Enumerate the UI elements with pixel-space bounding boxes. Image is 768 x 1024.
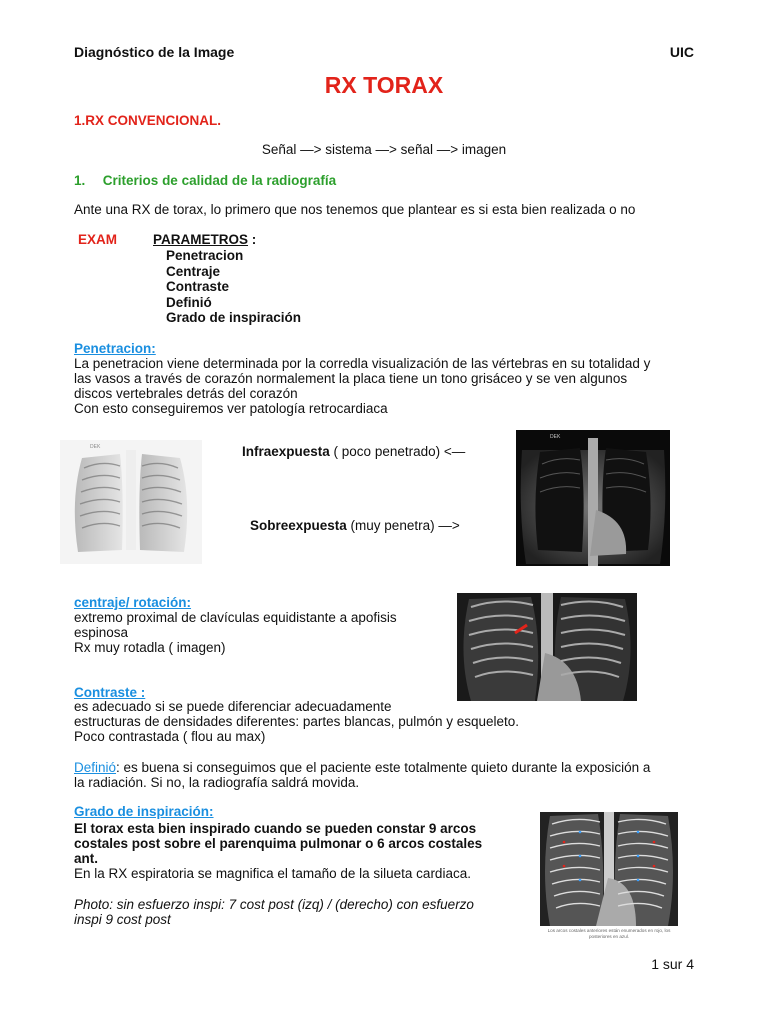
text-line: discos vertebrales detrás del corazón	[74, 386, 298, 401]
xray-marker-right: DEK	[550, 434, 561, 440]
xray-rotated-image	[457, 593, 637, 701]
xray-overexposed-image	[516, 430, 670, 566]
parametro-item: Penetracion	[166, 248, 244, 263]
sobreexpuesta-note: (muy penetra) —>	[346, 518, 460, 533]
infraexpuesta-note: ( poco penetrado) <—	[329, 444, 466, 459]
infraexpuesta-label: Infraexpuesta	[242, 444, 330, 459]
intro-text: Ante una RX de torax, lo primero que nos tenemos que plantear es si esta bien realizada o no	[74, 202, 636, 217]
infraexpuesta-caption	[242, 444, 465, 459]
text-line: la radiación. Si no, la radiografía saldrá movida.	[74, 775, 360, 790]
penetracion-heading: Penetracion:	[74, 341, 156, 356]
text-line: ant.	[74, 851, 99, 866]
centraje-body	[74, 610, 444, 655]
page-number: 1 sur 4	[651, 956, 694, 972]
parametros-heading	[153, 232, 256, 247]
grado-photo-note	[74, 897, 524, 927]
signal-flow: Señal —> sistema —> señal —> imagen	[261, 142, 507, 157]
text-line: El torax esta bien inspirado cuando se pueden constar 9 arcos	[74, 821, 477, 836]
contraste-body	[74, 699, 694, 744]
text-line: Photo: sin esfuerzo inspi: 7 cost post (izq) / (derecho) con esfuerzo	[74, 897, 474, 912]
exam-label: EXAM	[78, 232, 118, 247]
section-heading: 1.RX CONVENCIONAL.	[74, 113, 222, 128]
xray-marker-left: DEK	[90, 444, 101, 450]
parametros-label: PARAMETROS	[153, 232, 249, 247]
parametros-list	[166, 248, 301, 326]
text-line: Rx muy rotadla ( imagen)	[74, 640, 226, 655]
subsection-label: Criterios de calidad de la radiografía	[102, 173, 337, 188]
text-line: es adecuado si se puede diferenciar adecuadamente	[74, 699, 392, 714]
parametro-item: Contraste	[166, 279, 230, 294]
text-line: Con esto conseguiremos ver patología retrocardiaca	[74, 401, 388, 416]
grado-heading: Grado de inspiración:	[74, 804, 214, 819]
parametro-item: Centraje	[166, 263, 221, 279]
text-line: La penetracion viene determinada por la corredla visualización de las vértebras en su totalidad y	[74, 356, 651, 371]
text-line: costales post sobre el parenquima pulmonar o 6 arcos costales	[74, 836, 483, 851]
text-line: extremo proximal de clavículas equidistante a apofisis	[74, 610, 397, 625]
text-line: inspi 9 cost post	[74, 912, 171, 927]
sobreexpuesta-label: Sobreexpuesta	[250, 518, 347, 533]
parametros-colon: :	[248, 232, 257, 247]
subsection-number: 1.	[74, 173, 86, 188]
page-title: RX TORAX	[324, 72, 444, 98]
grado-body	[74, 821, 524, 881]
definio-text: : es buena si conseguimos que el paciente este totalmente quieto durante la exposición a	[116, 760, 651, 775]
definio-paragraph	[74, 760, 704, 790]
parametro-item: Grado de inspiración	[166, 310, 302, 325]
parametro-item: Definió	[166, 294, 212, 310]
sobreexpuesta-caption	[250, 518, 460, 533]
xray-inspiration-caption: Los arcos costales anteriores están enumerados en rojo, los posteriores en azul.	[547, 928, 671, 939]
definio-heading: Definió	[74, 760, 117, 775]
xray-underexposed-image	[60, 440, 202, 564]
doc-header-title: Diagnóstico de la Image	[74, 44, 235, 60]
text-line: En la RX espiratoria se magnifica el tamaño de la silueta cardiaca.	[74, 866, 471, 881]
centraje-heading: centraje/ rotación:	[74, 595, 192, 610]
doc-header-institution: UIC	[669, 44, 694, 60]
penetracion-body	[74, 356, 704, 416]
text-line: las vasos a través de corazón normalement la placa tiene un tono grisáceo y se ven algunos	[74, 371, 628, 386]
text-line: Poco contrastada ( flou au max)	[74, 729, 266, 744]
text-line: estructuras de densidades diferentes: partes blancas, pulmón y esqueleto.	[74, 714, 520, 729]
contraste-heading: Contraste :	[74, 685, 146, 700]
xray-inspiration-image	[540, 812, 678, 926]
subsection-heading	[74, 173, 336, 188]
text-line: espinosa	[74, 625, 129, 640]
